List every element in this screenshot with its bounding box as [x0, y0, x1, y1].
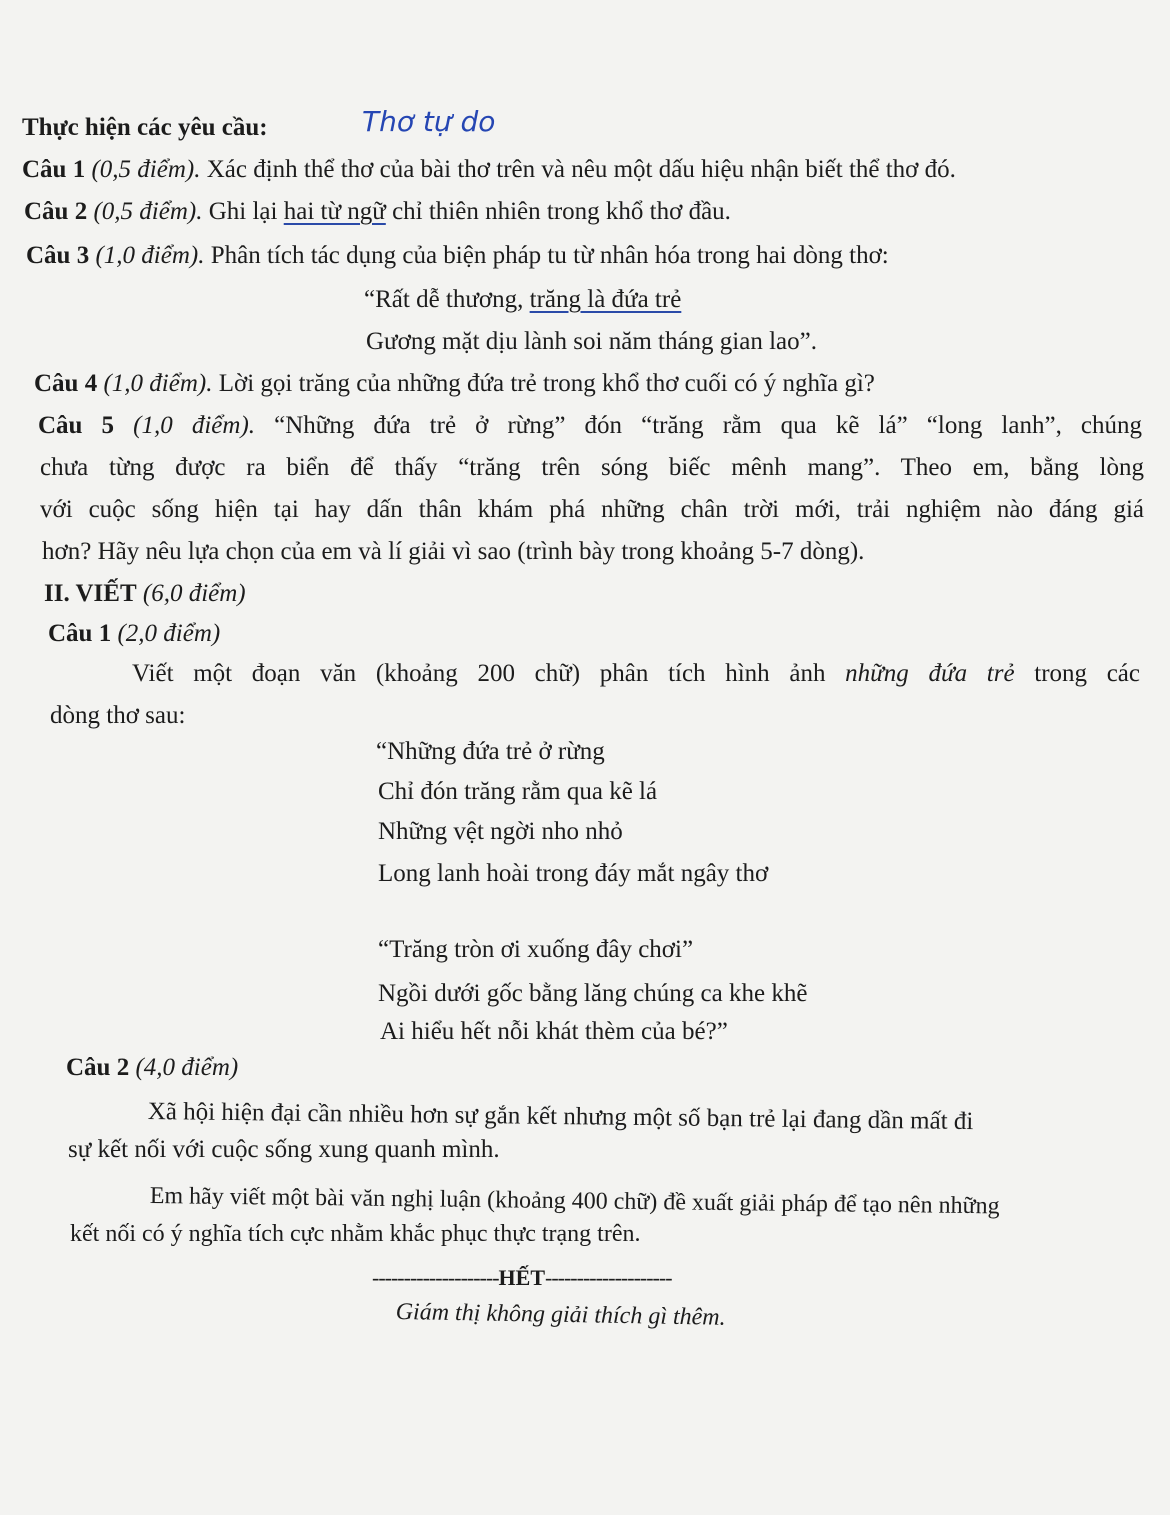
question-2-label: Câu 2: [24, 198, 88, 225]
end-marker: [372, 1262, 672, 1294]
quote-line-1-before: “Rất dễ thương,: [364, 286, 530, 313]
question-4: [34, 368, 875, 400]
question-2-underlined: hai từ ngữ: [283, 198, 386, 225]
poem-line-4: Long lanh hoài trong đáy mắt ngây thơ: [378, 860, 769, 887]
question-5-text-1: “Những đứa trẻ ở rừng” đón “trăng rằm qua kẽ lá” “long lanh”, chúng: [255, 412, 1143, 439]
writing-question-1-line-2: dòng thơ sau:: [50, 702, 186, 729]
question-5-points: (1,0 điểm).: [133, 412, 256, 439]
poem-line-5: “Trăng tròn ơi xuống đây chơi”: [378, 936, 694, 963]
question-5-line-4: hơn? Hãy nêu lựa chọn của em và lí giải vì sao (trình bày trong khoảng 5-7 dòng).: [42, 538, 865, 565]
question-2: [24, 196, 731, 228]
question-2-text-after: chỉ thiên nhiên trong khổ thơ đầu.: [385, 198, 731, 225]
question-3: [26, 240, 889, 272]
question-2-text-before: Ghi lại: [202, 198, 284, 225]
writing-question-2-paragraph-1-line-1: Xã hội hiện đại cần nhiều hơn sự gắn kết nhưng một số bạn trẻ lại đang dần mất đi: [147, 1097, 974, 1136]
writing-question-2-points: (4,0 điểm): [135, 1054, 239, 1081]
requirements-heading: Thực hiện các yêu cầu:: [22, 114, 268, 141]
poem-line-6: Ngồi dưới gốc bằng lăng chúng ca khe khẽ: [378, 980, 808, 1007]
question-1-text: Xác định thể thơ của bài thơ trên và nêu một dấu hiệu nhận biết thể thơ đó.: [200, 156, 956, 183]
poem-line-7: Ai hiểu hết nỗi khát thèm của bé?”: [380, 1018, 728, 1045]
writing-question-2-label: Câu 2: [66, 1054, 130, 1081]
proctor-note: Giám thị không giải thích gì thêm.: [395, 1298, 726, 1331]
question-3-points: (1,0 điểm).: [95, 242, 205, 269]
poem-line-1: “Những đứa trẻ ở rừng: [376, 738, 605, 765]
question-5-line-2: chưa từng được ra biển để thấy “trăng trên sóng biếc mênh mang”. Theo em, bằng lòng: [40, 454, 1144, 481]
question-4-label: Câu 4: [34, 370, 98, 397]
writing-section-label: II. VIẾT: [44, 580, 137, 607]
question-3-quote-line-2: Gương mặt dịu lành soi năm tháng gian lao”.: [366, 328, 817, 355]
writing-question-1-line-1: [132, 658, 1140, 690]
writing-question-2-paragraph-2-line-1: Em hãy viết một bài văn nghị luận (khoảng 400 chữ) đề xuất giải pháp để tạo nên những: [149, 1182, 1000, 1220]
writing-question-2-paragraph-1-line-2: sự kết nối với cuộc sống xung quanh mình.: [68, 1136, 500, 1163]
writing-question-1-points: (2,0 điểm): [117, 620, 221, 647]
question-5-line-3: với cuộc sống hiện tại hay dấn thân khám phá những chân trời mới, trải nghiệm nào đáng giá: [40, 496, 1144, 523]
writing-question-1-text-after: trong các: [1014, 660, 1140, 687]
question-5-line-1: [38, 410, 1142, 442]
writing-section-points: (6,0 điểm): [142, 580, 246, 607]
question-4-points: (1,0 điểm).: [103, 370, 213, 397]
question-3-quote-line-1: [364, 284, 681, 316]
end-label: HẾT: [498, 1265, 545, 1290]
question-5-label: Câu 5: [38, 412, 115, 439]
writing-question-1-text-before: Viết một đoạn văn (khoảng 200 chữ) phân tích hình ảnh: [132, 660, 846, 687]
writing-question-2-paragraph-2-line-2: kết nối có ý nghĩa tích cực nhằm khắc phục thực trạng trên.: [70, 1221, 641, 1247]
poem-line-3: Những vệt ngời nho nhỏ: [378, 818, 623, 845]
writing-question-1-italic: những đứa trẻ: [845, 660, 1015, 687]
end-dashes-right: --------------------: [545, 1265, 672, 1290]
question-3-text: Phân tích tác dụng của biện pháp tu từ nhân hóa trong hai dòng thơ:: [204, 242, 889, 269]
quote-line-1-underlined: trăng là đứa trẻ: [529, 286, 682, 313]
question-1-points: (0,5 điểm).: [91, 156, 201, 183]
question-1: [22, 154, 956, 186]
poem-line-2: Chỉ đón trăng rằm qua kẽ lá: [378, 778, 658, 805]
writing-question-1-heading: [48, 618, 220, 650]
question-2-points: (0,5 điểm).: [93, 198, 203, 225]
writing-section-heading: [44, 578, 246, 610]
writing-question-1-label: Câu 1: [48, 620, 112, 647]
question-1-label: Câu 1: [22, 156, 86, 183]
question-4-text: Lời gọi trăng của những đứa trẻ trong khổ thơ cuối có ý nghĩa gì?: [212, 370, 875, 397]
writing-question-2-heading: [66, 1052, 238, 1084]
handwritten-note: Thơ tự do: [362, 105, 496, 138]
end-dashes-left: --------------------: [372, 1265, 499, 1290]
question-3-label: Câu 3: [26, 242, 90, 269]
